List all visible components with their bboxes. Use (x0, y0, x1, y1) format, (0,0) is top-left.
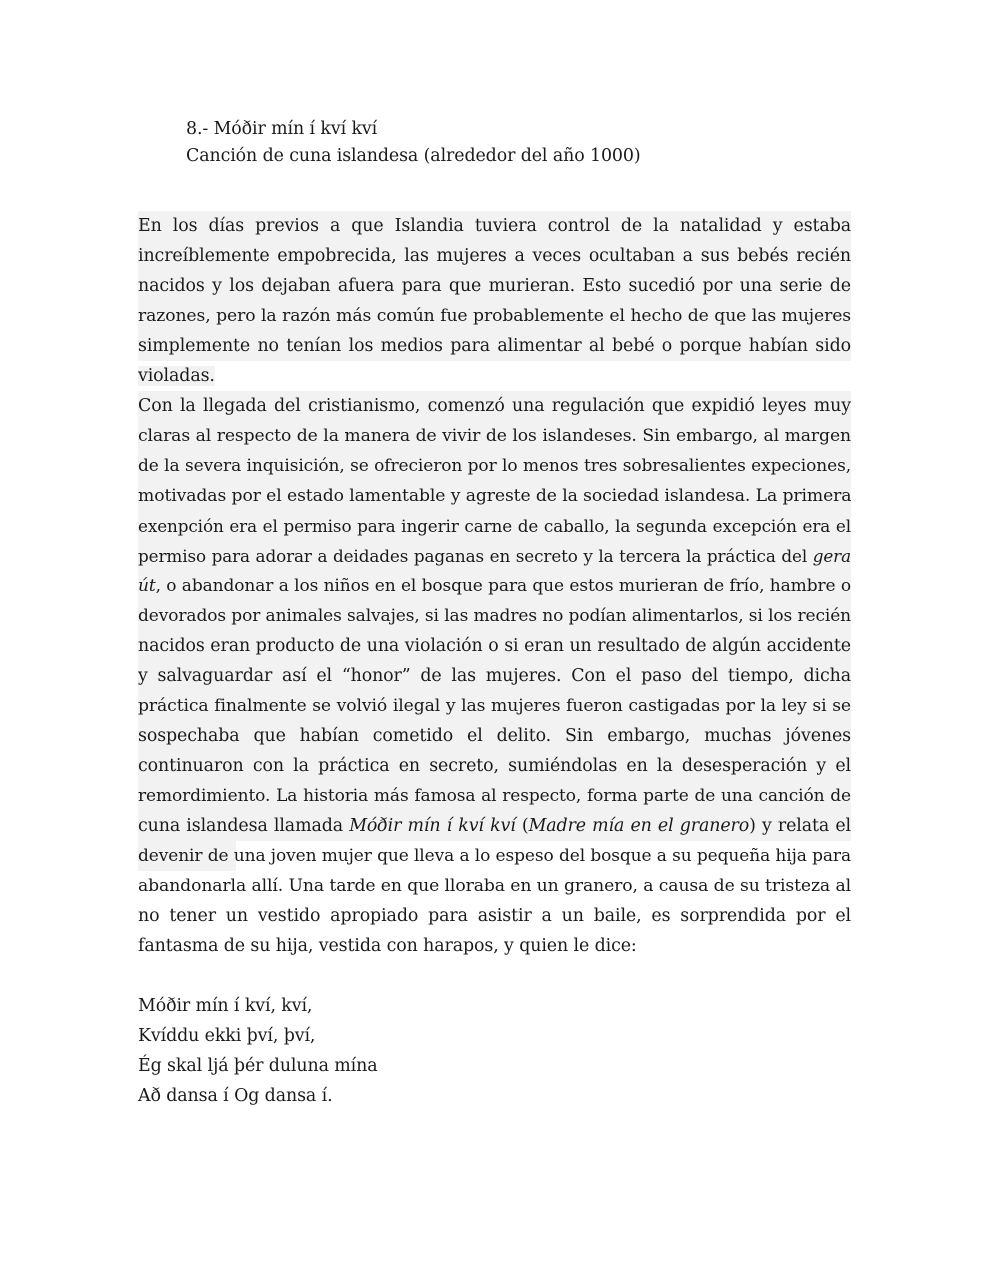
paragraph-text: cuna islandesa llamada (138, 816, 350, 836)
paragraph-line: nacidos y los dejaban afuera para que murieran. Esto sucedió por una serie de (138, 271, 851, 301)
paragraph-line: simplemente no tenían los medios para alimentar al bebé o porque habían sido (138, 331, 851, 361)
verse-line: Kvíddu ekki því, því, (138, 1026, 316, 1046)
paragraph-line: práctica finalmente se volvió ilegal y las mujeres fueron castigadas por la ley si se (138, 691, 851, 721)
paragraph-line: nacidos eran producto de una violación o si eran un resultado de algún accidente (138, 631, 851, 661)
paragraph-line: sospechaba que habían cometido el delito. Sin embargo, muchas jóvenes (138, 721, 851, 751)
paragraph-line: fantasma de su hija, vestida con harapos, y quien le dice: (138, 936, 637, 956)
section-subtitle: Canción de cuna islandesa (alrededor del año 1000) (186, 146, 641, 166)
paragraph-line: y salvaguardar así el “honor” de las mujeres. Con el paso del tiempo, dicha (138, 661, 851, 691)
paragraph-line: remordimiento. La historia más famosa al respecto, forma parte de una canción de (138, 781, 851, 811)
paragraph-text: permiso para adorar a deidades paganas en secreto y la tercera la práctica del (138, 546, 813, 566)
paragraph-line: increíblemente empobrecida, las mujeres a veces ocultaban a sus bebés recién (138, 241, 851, 271)
paragraph-text: violadas. (138, 366, 215, 386)
paragraph-line (138, 541, 851, 571)
section-heading (186, 116, 886, 170)
paragraph-line: no tener un vestido apropiado para asistir a un baile, es sorprendida por el (138, 906, 851, 926)
body-text (138, 211, 851, 1111)
paragraph-line (138, 361, 851, 391)
paragraph-line: En los días previos a que Islandia tuviera control de la natalidad y estaba (138, 211, 851, 241)
paragraph-text: , o abandonar a los niños en el bosque para que estos murieran de frío, hambre o (155, 576, 851, 596)
paragraph-line (138, 571, 851, 601)
paragraph-line: claras al respecto de la manera de vivir de los islandeses. Sin embargo, al margen (138, 421, 851, 451)
paragraph-line: devorados por animales salvajes, si las madres no podían alimentarlos, si los recién (138, 601, 851, 631)
paragraph-text: ) y relata el (749, 816, 851, 836)
paragraph-line: de la severa inquisición, se ofrecieron por lo menos tres sobresalientes expeciones, (138, 451, 851, 481)
spacer (138, 961, 851, 991)
paragraph-line: exenpción era el permiso para ingerir carne de caballo, la segunda excepción era el (138, 511, 851, 541)
paragraph-line: abandonarla allí. Una tarde en que lloraba en un granero, a causa de su tristeza al (138, 876, 851, 896)
italic-term: út (138, 576, 156, 596)
lullaby-verse (138, 991, 851, 1111)
paragraph-line: razones, pero la razón más común fue probablemente el hecho de que las mujeres (138, 301, 851, 331)
paragraph-line (138, 811, 851, 841)
paragraph-text: ( (515, 816, 529, 836)
italic-title: Móðir mín í kví kví (349, 816, 516, 836)
verse-line: Ég skal ljá þér duluna mína (138, 1056, 378, 1076)
italic-term: gera (812, 546, 851, 566)
paragraph-line: continuaron con la práctica en secreto, sumiéndolas en la desesperación y el (138, 751, 851, 781)
paragraph-line: devenir de una joven mujer que lleva a lo espeso del bosque a su pequeña hija para (138, 841, 851, 871)
section-title: 8.- Móðir mín í kví kví (186, 119, 378, 139)
paragraph-line: motivadas por el estado lamentable y agreste de la sociedad islandesa. La primera (138, 481, 851, 511)
verse-line: Móðir mín í kví, kví, (138, 996, 313, 1016)
paragraph-line: Con la llegada del cristianismo, comenzó una regulación que expidió leyes muy (138, 391, 851, 421)
verse-line: Að dansa í Og dansa í. (138, 1086, 333, 1106)
italic-translation: Madre mía en el granero (528, 816, 750, 836)
